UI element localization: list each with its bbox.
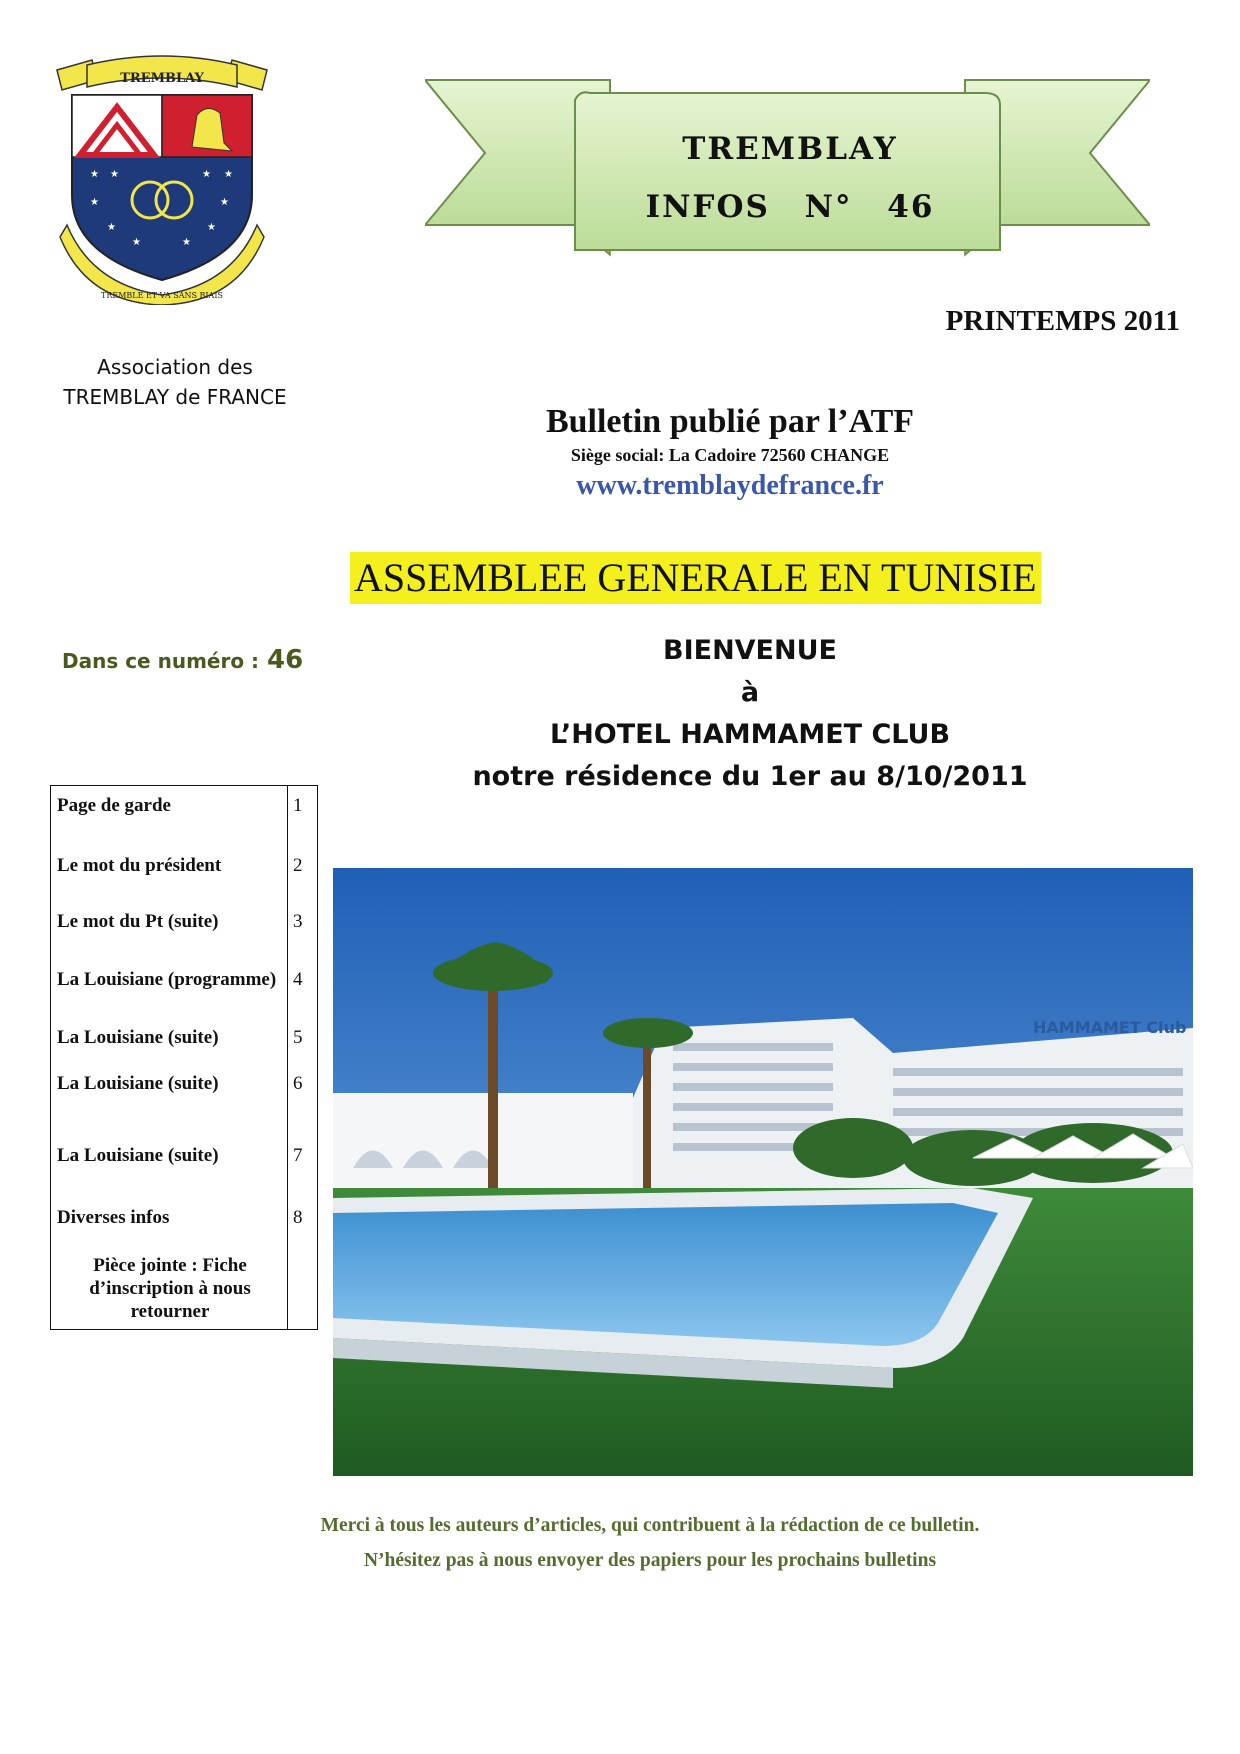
issue-season: PRINTEMPS 2011 <box>945 305 1180 337</box>
toc-page: 7 <box>288 1136 318 1198</box>
toc-page: 5 <box>288 1018 318 1064</box>
svg-text:★: ★ <box>132 237 141 248</box>
website-link[interactable]: www.tremblaydefrance.fr <box>576 470 884 501</box>
toc-page: 2 <box>288 846 318 902</box>
footer-line-2: N’hésitez pas à nous envoyer des papiers pour les prochains bulletins <box>363 1550 937 1571</box>
toc-row[interactable] <box>51 1136 318 1198</box>
svg-text:★: ★ <box>220 197 229 208</box>
hotel-photo <box>333 868 1193 1476</box>
publisher-address: Siège social: La Cadoire 72560 CHANGE <box>570 445 890 465</box>
toc-page: 4 <box>288 960 318 1018</box>
issue-number: 46 <box>267 645 304 675</box>
toc-row[interactable] <box>51 846 318 902</box>
footer-note <box>150 1508 1150 1578</box>
publisher-block <box>440 400 1020 506</box>
publisher-title: Bulletin publié par l’ATF <box>545 403 915 440</box>
toc-title: La Louisiane (programme) <box>51 960 288 1018</box>
toc-page: 1 <box>288 786 318 846</box>
toc-title: Diverses infos <box>51 1198 288 1246</box>
svg-text:★: ★ <box>90 197 99 208</box>
svg-text:★: ★ <box>90 169 99 180</box>
toc-row[interactable] <box>51 786 318 846</box>
bulletin-title-line-2: INFOS N° 46 <box>645 189 935 225</box>
toc-page: 6 <box>288 1064 318 1136</box>
toc-row[interactable] <box>51 960 318 1018</box>
issue-contents-label <box>62 645 303 675</box>
toc-row[interactable] <box>51 1018 318 1064</box>
welcome-line-1: BIENVENUE <box>663 635 837 666</box>
toc-row[interactable] <box>51 1064 318 1136</box>
toc-title: La Louisiane (suite) <box>51 1018 288 1064</box>
table-of-contents <box>50 785 318 1330</box>
svg-text:★: ★ <box>107 222 116 233</box>
welcome-line-2: à <box>740 677 760 708</box>
toc-title: Le mot du Pt (suite) <box>51 902 288 960</box>
crest-banner-text: TREMBLAY <box>120 71 204 86</box>
toc-row[interactable] <box>51 902 318 960</box>
association-line-2: TREMBLAY de FRANCE <box>63 385 287 409</box>
toc-page: 8 <box>288 1198 318 1246</box>
toc-page <box>288 1246 318 1330</box>
bulletin-title <box>610 120 970 236</box>
svg-text:★: ★ <box>110 169 119 180</box>
issue-contents-text: Dans ce numéro : <box>62 649 260 673</box>
headline: ASSEMBLEE GENERALE EN TUNISIE <box>350 552 1041 604</box>
toc-title: Pièce jointe : Fiche d’inscription à nous retourner <box>51 1246 288 1330</box>
toc-row[interactable] <box>51 1246 318 1330</box>
association-line-1: Association des <box>97 355 253 379</box>
toc-title: Le mot du président <box>51 846 288 902</box>
toc-page: 3 <box>288 902 318 960</box>
bulletin-title-line-1: TREMBLAY <box>682 131 898 167</box>
association-name <box>40 352 310 412</box>
svg-text:★: ★ <box>207 222 216 233</box>
toc-title: La Louisiane (suite) <box>51 1064 288 1136</box>
svg-text:★: ★ <box>202 169 211 180</box>
toc-title: La Louisiane (suite) <box>51 1136 288 1198</box>
footer-line-1: Merci à tous les auteurs d’articles, qui contribuent à la rédaction de ce bulletin. <box>320 1515 980 1536</box>
welcome-line-4: notre résidence du 1er au 8/10/2011 <box>472 761 1028 792</box>
welcome-line-3: L’HOTEL HAMMAMET CLUB <box>549 719 951 750</box>
coat-of-arms-logo <box>52 55 272 305</box>
toc-title: Page de garde <box>51 786 288 846</box>
toc-row[interactable] <box>51 1198 318 1246</box>
welcome-block <box>440 630 1060 798</box>
hotel-sign: HAMMAMET Club <box>1033 1018 1187 1037</box>
crest-motto: TREMBLE ET VA SANS BIAIS <box>101 291 223 300</box>
svg-text:★: ★ <box>224 169 233 180</box>
svg-text:★: ★ <box>182 237 191 248</box>
